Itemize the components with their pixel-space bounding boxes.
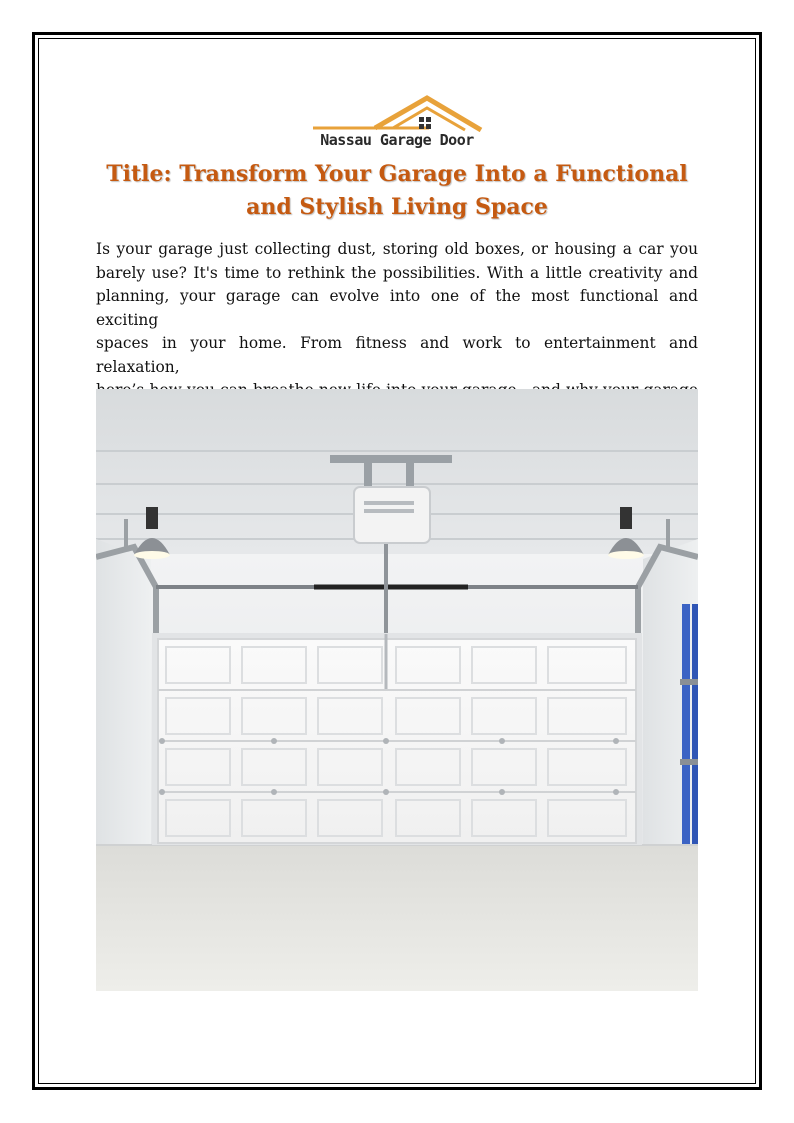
title-line-2: and Stylish Living Space	[246, 194, 548, 220]
title-line-1: Title: Transform Your Garage Into a Functional	[106, 161, 688, 187]
paragraph-line: planning, your garage can evolve into one of the most functional and exciting	[96, 287, 698, 329]
house-roof-icon	[309, 94, 485, 134]
garage-interior-photo	[96, 389, 698, 991]
logo-text: Nassau Garage Door	[320, 131, 474, 149]
paragraph-line: barely use? It's time to rethink the possibilities. With a little creativity and	[96, 263, 698, 282]
company-logo	[309, 94, 485, 156]
paragraph-line: spaces in your home. From fitness and work to entertainment and relaxation,	[96, 334, 698, 376]
page-title	[60, 158, 734, 224]
paragraph-line: Is your garage just collecting dust, storing old boxes, or housing a car you	[96, 240, 698, 258]
